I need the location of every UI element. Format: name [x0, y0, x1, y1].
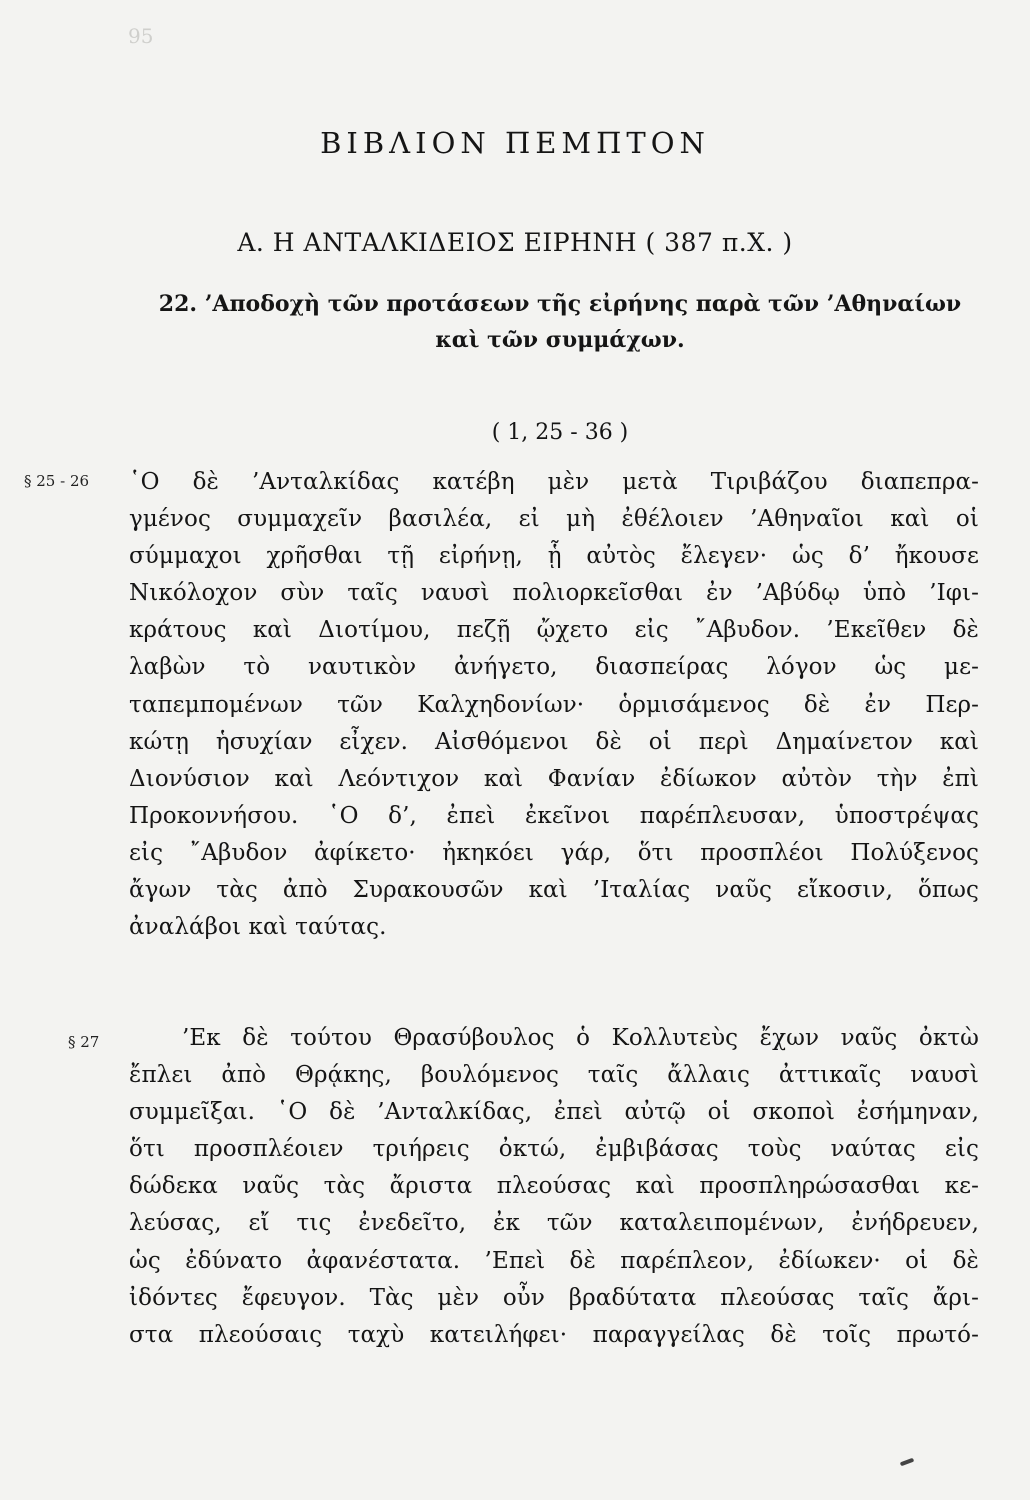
text-line: στα πλεούσαις ταχὺ κατειλήφει· παραγγείλας δὲ τοῖς πρωτό- [129, 1321, 979, 1348]
chapter-heading-line: 22. ’Αποδοχὴ τῶν προτάσεων τῆς εἰρήνης παρὰ τῶν ’Αθηναίων [158, 291, 962, 317]
section-mark: § 25 - 26 [24, 472, 90, 490]
text-line: ὡς ἐδύνατο ἀφανέστατα. ’Επεὶ δὲ παρέπλεον, ἐδίωκεν· οἱ δὲ [129, 1247, 979, 1274]
ink-mark [900, 1458, 915, 1467]
section-mark: § 27 [68, 1033, 100, 1051]
text-line: ’Εκ δὲ τούτου Θρασύβουλος ὁ Κολλυτεὺς ἔχων ναῦς ὀκτὼ [182, 1025, 979, 1051]
text-line: ὅτι προσπλέοιεν τριήρεις ὀκτώ, ἐμβιβάσας τοὺς ναύτας εἰς [129, 1136, 979, 1163]
text-line: δώδεκα ναῦς τὰς ἄριστα πλεούσας καὶ προσπληρώσασθαι κε- [129, 1173, 979, 1200]
section-title: Α. Η ΑΝΤΑΛΚΙΔΕΙΟΣ ΕΙΡΗΝΗ ( 387 π.Χ. ) [237, 228, 793, 257]
text-line: συμμεῖξαι. ῾Ο δὲ ’Ανταλκίδας, ἐπεὶ αὐτῷ οἱ σκοποὶ ἐσήμηναν, [129, 1099, 979, 1126]
text-line: λαβὼν τὸ ναυτικὸν ἀνήγετο, διασπείρας λόγον ὡς με- [129, 654, 979, 681]
text-line: ῾Ο δὲ ’Ανταλκίδας κατέβη μὲν μετὰ Τιριβάζου διαπεπρα- [129, 469, 979, 495]
text-line: σύμμαχοι χρῆσθαι τῇ εἰρήνῃ, ᾗ αὐτὸς ἔλεγεν· ὡς δ’ ἤκουσε [129, 543, 979, 570]
text-line: Νικόλοχον σὺν ταῖς ναυσὶ πολιορκεῖσθαι ἐν ’Αβύδῳ ὑπὸ ’Ιφι- [129, 580, 979, 607]
text-line: ἰδόντες ἔφευγον. Τὰς μὲν οὖν βραδύτατα πλεούσας ταῖς ἄρι- [129, 1284, 979, 1311]
text-line: ἄγων τὰς ἀπὸ Συρακουσῶν καὶ ’Ιταλίας ναῦς εἴκοσιν, ὅπως [129, 877, 979, 904]
text-line: γμένος συμμαχεῖν βασιλέα, εἰ μὴ ἐθέλοιεν ’Αθηναῖοι καὶ οἱ [129, 506, 979, 533]
paragraph [129, 1020, 979, 1354]
text-line: λεύσας, εἴ τις ἐνεδεῖτο, ἐκ τῶν καταλειπομένων, ἐνήδρευεν, [129, 1210, 979, 1237]
text-line: Διονύσιον καὶ Λεόντιχον καὶ Φανίαν ἐδίωκον αὐτὸν τὴν ἐπὶ [129, 765, 979, 792]
paragraph [129, 464, 979, 946]
text-line: Προκοννήσου. ῾Ο δ’, ἐπεὶ ἐκεῖνοι παρέπλευσαν, ὑποστρέψας [129, 802, 979, 829]
text-line: ἔπλει ἀπὸ Θρᾴκης, βουλόμενος ταῖς ἄλλαις ἀττικαῖς ναυσὶ [129, 1062, 979, 1089]
book-title: ΒΙΒΛΙΟΝ ΠΕΜΠΤΟΝ [320, 126, 710, 160]
text-line: ἀναλάβοι καὶ ταύτας. [129, 914, 387, 941]
chapter-heading [130, 286, 990, 358]
text-line: κράτους καὶ Διοτίμου, πεζῇ ᾤχετο εἰς ῎Αβυδον. ’Εκεῖθεν δὲ [129, 617, 979, 644]
text-line: εἰς ῎Αβυδον ἀφίκετο· ἠκηκόει γάρ, ὅτι προσπλέοι Πολύξενος [129, 839, 979, 866]
page-number: 95 [128, 24, 154, 48]
text-line: ταπεμπομένων τῶν Καλχηδονίων· ὁρμισάμενος δὲ ἐν Περ- [129, 691, 979, 718]
passage-citation: ( 1, 25 - 36 ) [491, 420, 629, 445]
text-line: κώτῃ ἡσυχίαν εἶχεν. Αἰσθόμενοι δὲ οἱ περὶ Δημαίνετον καὶ [129, 728, 979, 755]
chapter-heading-line: καὶ τῶν συμμάχων. [435, 327, 685, 353]
